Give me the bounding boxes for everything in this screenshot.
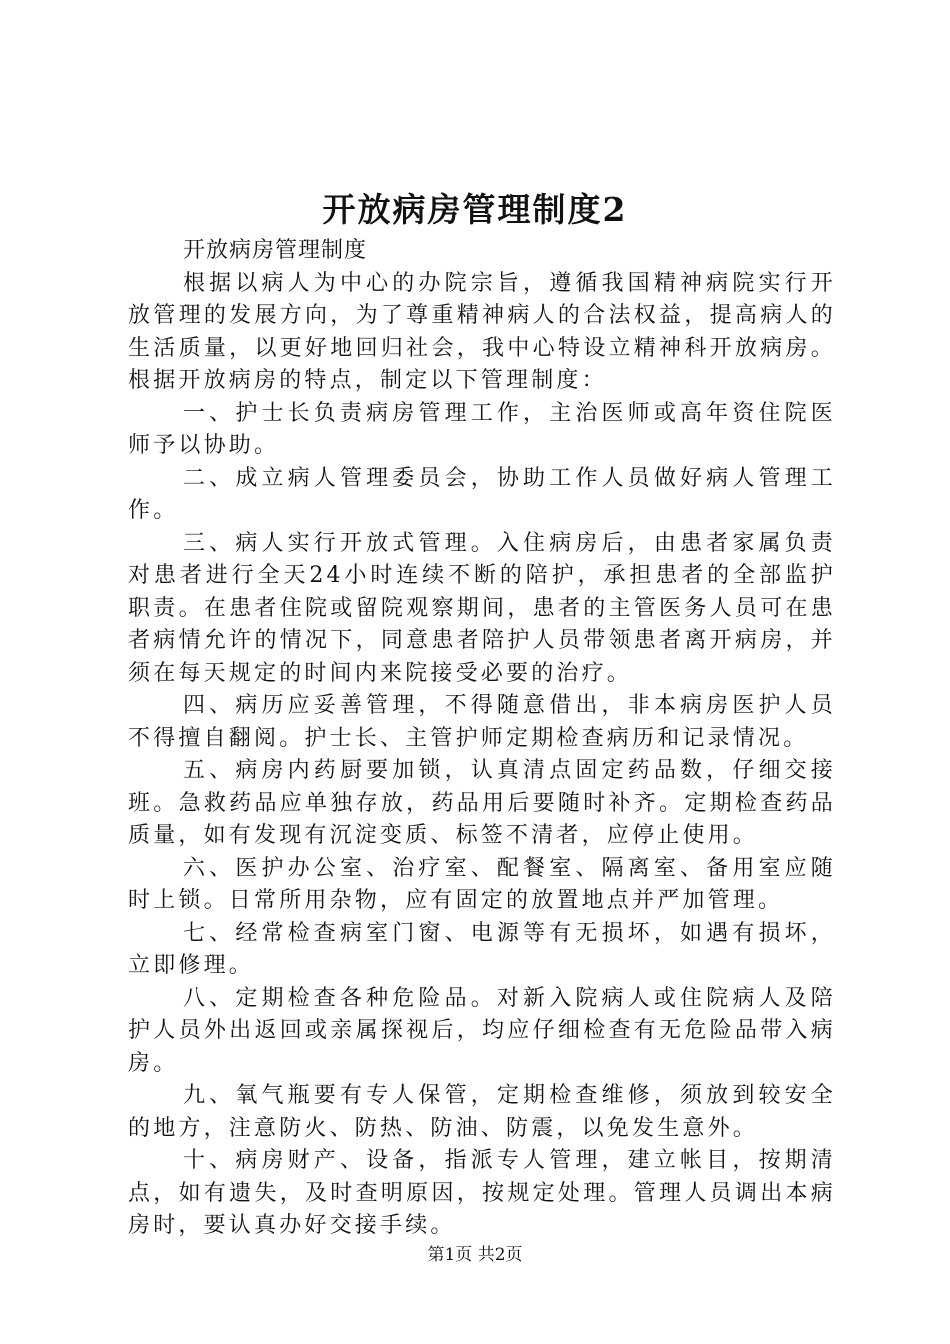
paragraph-rule-3: 三、病人实行开放式管理。入住病房后，由患者家属负责对患者进行全天24小时连续不断的陪护，承担患者的全部监护职责。在患者住院或留院观察期间，患者的主管医务人员可在患者病情允许的情况下，同意患者陪护人员带领患者离开病房，并须在每天规定的时间内来院接受必要的治疗。 <box>128 530 836 686</box>
paragraph-intro: 根据以病人为中心的办院宗旨，遵循我国精神病院实行开放管理的发展方向，为了尊重精神病人的合法权益，提高病人的生活质量，以更好地回归社会，我中心特设立精神科开放病房。根据开放病房的特点，制定以下管理制度： <box>128 270 836 393</box>
page-number-footer: 第1页 共2页 <box>427 1245 523 1265</box>
paragraph-rule-5: 五、病房内药厨要加锁，认真清点固定药品数，仔细交接班。急救药品应单独存放，药品用后要随时补齐。定期检查药品质量，如有发现有沉淀变质、标签不清者，应停止使用。 <box>128 758 836 848</box>
paragraph-rule-9: 九、氧气瓶要有专人保管，定期检查维修，须放到较安全的地方，注意防火、防热、防油、防震，以免发生意外。 <box>128 1083 836 1141</box>
document-body <box>128 235 836 1243</box>
paragraph-rule-4: 四、病历应妥善管理，不得随意借出，非本病房医护人员不得擅自翻阅。护士长、主管护师定期检查病历和记录情况。 <box>128 693 836 751</box>
document-title: 开放病房管理制度2 <box>322 190 628 229</box>
paragraph-rule-6: 六、医护办公室、治疗室、配餐室、隔离室、备用室应随时上锁。日常所用杂物，应有固定的放置地点并严加管理。 <box>128 855 836 913</box>
document-subtitle: 开放病房管理制度 <box>183 238 368 263</box>
paragraph-rule-1: 一、护士长负责病房管理工作，主治医师或高年资住院医师予以协助。 <box>128 400 836 458</box>
paragraph-rule-2: 二、成立病人管理委员会，协助工作人员做好病人管理工作。 <box>128 465 836 523</box>
paragraph-rule-8: 八、定期检查各种危险品。对新入院病人或住院病人及陪护人员外出返回或亲属探视后，均应仔细检查有无危险品带入病房。 <box>128 985 836 1076</box>
paragraph-rule-7: 七、经常检查病室门窗、电源等有无损坏，如遇有损坏，立即修理。 <box>128 920 836 978</box>
paragraph-rule-10: 十、病房财产、设备，指派专人管理，建立帐目，按期清点，如有遗失，及时查明原因，按规定处理。管理人员调出本病房时，要认真办好交接手续。 <box>128 1148 836 1238</box>
